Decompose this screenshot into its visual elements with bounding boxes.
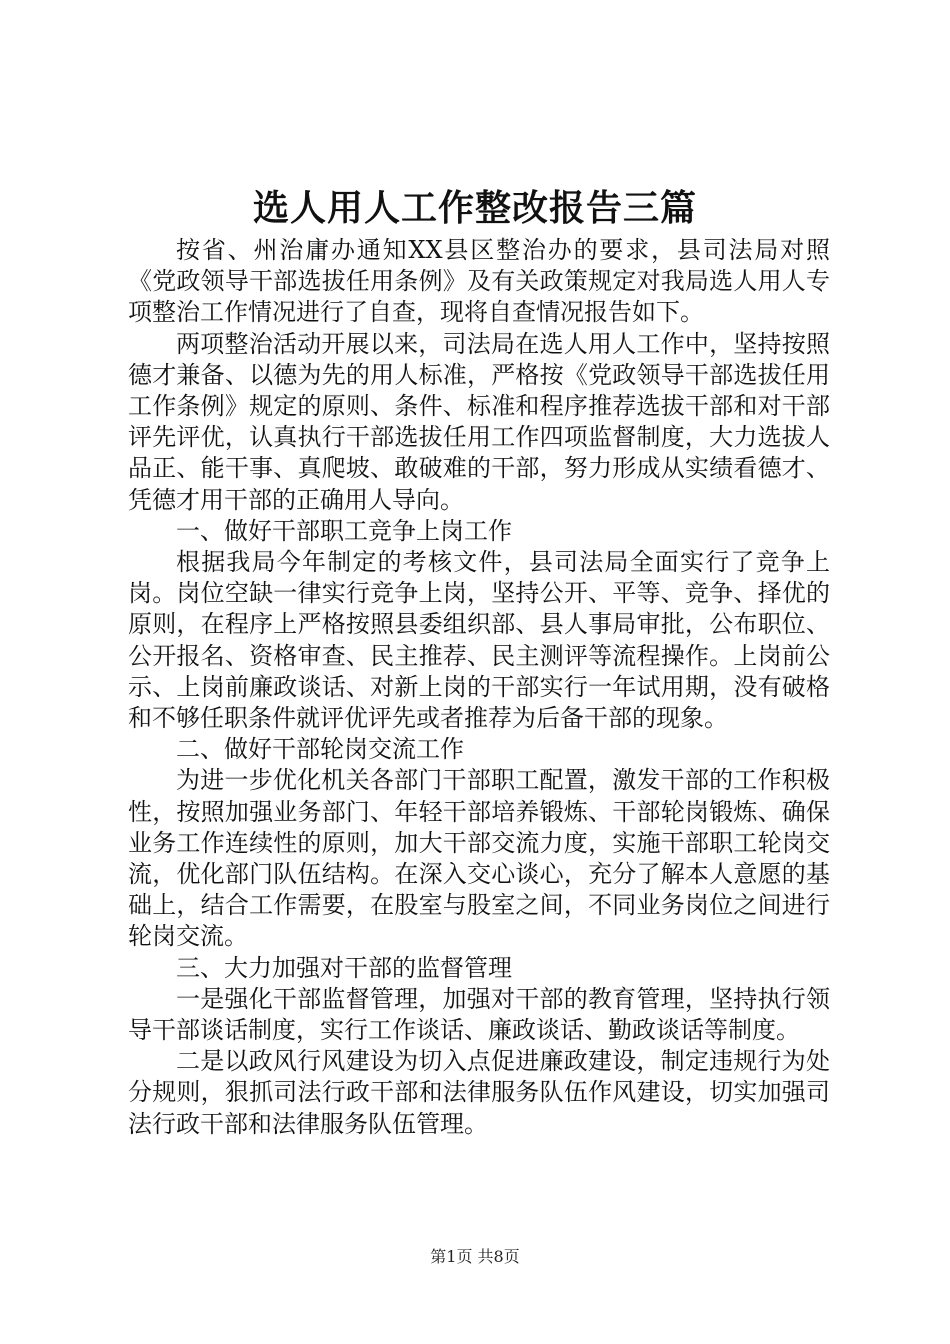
document-body — [128, 235, 830, 1140]
section-heading-2: 二、做好干部轮岗交流工作 — [176, 735, 464, 764]
paragraph-overview: 两项整治活动开展以来，司法局在选人用人工作中，坚持按照德才兼备、以德为先的用人标准，严格按《党政领导干部选拔任用工作条例》规定的原则、条件、标准和程序推荐选拔干部和对干部评先评优，认真执行干部选拔任用工作四项监督制度，大力选拔人品正、能干事、真爬坡、敢破难的干部，努力形成从实绩看德才、凭德才用干部的正确用人导向。 — [128, 329, 830, 514]
page-footer: 第1页 共8页 — [430, 1247, 520, 1266]
section-heading-1: 一、做好干部职工竞争上岗工作 — [176, 516, 512, 545]
paragraph-section-3a: 一是强化干部监督管理，加强对干部的教育管理，坚持执行领导干部谈话制度，实行工作谈话、廉政谈话、勤政谈话等制度。 — [128, 984, 830, 1045]
document-title: 选人用人工作整改报告三篇 — [252, 187, 697, 229]
paragraph-intro: 按省、州治庸办通知XX县区整治办的要求，县司法局对照《党政领导干部选拔任用条例》及有关政策规定对我局选人用人专项整治工作情况进行了自查，现将自查情况报告如下。 — [128, 236, 830, 327]
section-heading-3: 三、大力加强对干部的监督管理 — [176, 953, 512, 982]
paragraph-section-3b: 二是以政风行风建设为切入点促进廉政建设，制定违规行为处分规则，狠抓司法行政干部和法律服务队伍作风建设，切实加强司法行政干部和法律服务队伍管理。 — [128, 1047, 830, 1138]
paragraph-section-2: 为进一步优化机关各部门干部职工配置，激发干部的工作积极性，按照加强业务部门、年轻干部培养锻炼、干部轮岗锻炼、确保业务工作连续性的原则，加大干部交流力度，实施干部职工轮岗交流，优化部门队伍结构。在深入交心谈心，充分了解本人意愿的基础上，结合工作需要，在股室与股室之间，不同业务岗位之间进行轮岗交流。 — [128, 766, 830, 951]
paragraph-section-1: 根据我局今年制定的考核文件，县司法局全面实行了竞争上岗。岗位空缺一律实行竞争上岗，坚持公开、平等、竞争、择优的原则，在程序上严格按照县委组织部、县人事局审批，公布职位、公开报名、资格审查、民主推荐、民主测评等流程操作。上岗前公示、上岗前廉政谈话、对新上岗的干部实行一年试用期，没有破格和不够任职条件就评优评先或者推荐为后备干部的现象。 — [128, 548, 830, 733]
